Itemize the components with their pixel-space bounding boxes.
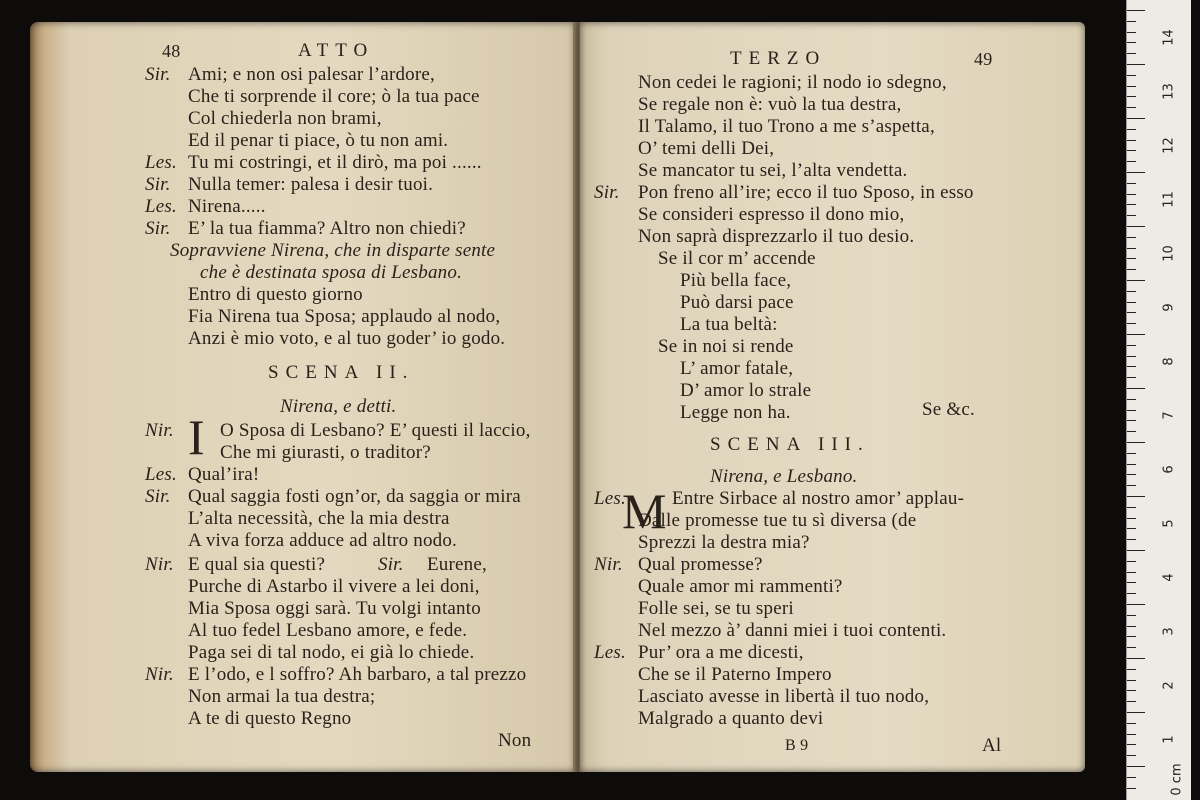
ruler-tick bbox=[1127, 755, 1136, 756]
verse-line: Qual’ira! bbox=[188, 464, 260, 485]
verse-line: SCENA III. bbox=[710, 434, 870, 455]
verse-line: Se consideri espresso il dono mio, bbox=[638, 204, 905, 225]
verse-line: Nel mezzo à’ danni miei i tuoi contenti. bbox=[638, 620, 947, 641]
running-head-right: TERZO bbox=[730, 48, 827, 69]
ruler-number: 6 bbox=[1161, 465, 1177, 474]
ruler-tick bbox=[1127, 539, 1136, 540]
ruler-tick bbox=[1127, 248, 1136, 249]
speaker-label: Nir. bbox=[145, 420, 174, 441]
ruler-tick bbox=[1127, 507, 1136, 508]
ruler-tick bbox=[1127, 496, 1145, 497]
ruler-tick bbox=[1127, 626, 1136, 627]
ruler-number: 1 bbox=[1161, 735, 1177, 744]
verse-line: Qual saggia fosti ogn’or, da saggia or mira bbox=[188, 486, 521, 507]
ruler-tick bbox=[1127, 204, 1136, 205]
verse-line: Se mancator tu sei, l’alta vendetta. bbox=[638, 160, 908, 181]
ruler-unit-label: 0 cm bbox=[1169, 763, 1185, 796]
ruler-tick bbox=[1127, 572, 1136, 573]
signature-mark: B 9 bbox=[785, 737, 809, 754]
ruler-tick bbox=[1127, 593, 1136, 594]
ruler-tick bbox=[1127, 464, 1136, 465]
ruler-number: 8 bbox=[1161, 357, 1177, 366]
ruler-tick bbox=[1127, 766, 1145, 767]
verse-line: Se in noi si rende bbox=[658, 336, 794, 357]
ruler-tick bbox=[1127, 64, 1145, 65]
speaker-label: Sir. bbox=[145, 218, 171, 239]
ruler-tick bbox=[1127, 129, 1136, 130]
running-head-left: ATTO bbox=[298, 40, 375, 61]
drop-cap-left: I bbox=[188, 409, 205, 465]
verse-line: Sopravviene Nirena, che in disparte sente bbox=[170, 240, 496, 261]
verse-line: Se il cor m’ accende bbox=[658, 248, 816, 269]
ruler-tick bbox=[1127, 356, 1136, 357]
verse-line: Entre Sirbace al nostro amor’ applau- bbox=[672, 488, 965, 509]
ruler-tick bbox=[1127, 118, 1145, 119]
ruler-tick bbox=[1127, 410, 1136, 411]
verse-line: Paga sei di tal nodo, ei già lo chiede. bbox=[188, 642, 475, 663]
verse-line: Dalle promesse tue tu sì diversa (de bbox=[638, 510, 917, 531]
left-page bbox=[30, 22, 575, 772]
ruler-tick bbox=[1127, 53, 1136, 54]
ruler-tick bbox=[1127, 312, 1136, 313]
verse-line: Qual promesse? bbox=[638, 554, 763, 575]
verse-line: Fia Nirena tua Sposa; applaudo al nodo, bbox=[188, 306, 501, 327]
verse-line: Sprezzi la destra mia? bbox=[638, 532, 810, 553]
ruler-number: 5 bbox=[1161, 519, 1177, 528]
page-number-left: 48 bbox=[162, 41, 181, 61]
verse-line: Entro di questo giorno bbox=[188, 284, 363, 305]
speaker-label: Nir. bbox=[594, 554, 623, 575]
ruler-tick bbox=[1127, 442, 1145, 443]
ruler-tick bbox=[1127, 453, 1136, 454]
verse-line: Più bella face, bbox=[680, 270, 792, 291]
ruler-tick bbox=[1127, 366, 1136, 367]
verse-line: Non cedei le ragioni; il nodo io sdegno, bbox=[638, 72, 947, 93]
ruler-tick bbox=[1127, 86, 1136, 87]
verse-line: Al tuo fedel Lesbano amore, e fede. bbox=[188, 620, 468, 641]
ruler-tick bbox=[1127, 550, 1145, 551]
ruler-tick bbox=[1127, 42, 1136, 43]
catchword-right: Al bbox=[982, 735, 1002, 756]
ruler-number: 7 bbox=[1161, 411, 1177, 420]
verse-line: A te di questo Regno bbox=[188, 708, 352, 729]
aria-end-marker: Se &c. bbox=[922, 399, 975, 420]
ruler-number: 2 bbox=[1161, 681, 1177, 690]
ruler-tick bbox=[1127, 777, 1136, 778]
verse-line: D’ amor lo strale bbox=[680, 380, 812, 401]
ruler-number: 3 bbox=[1161, 627, 1177, 636]
ruler-number: 12 bbox=[1161, 137, 1177, 154]
ruler-tick bbox=[1127, 582, 1136, 583]
ruler-number: 13 bbox=[1161, 83, 1177, 100]
ruler-tick bbox=[1127, 150, 1136, 151]
verse-line: Nirena..... bbox=[188, 196, 266, 217]
ruler-number: 10 bbox=[1161, 245, 1177, 262]
speaker-label: Les. bbox=[594, 642, 626, 663]
verse-line: Nirena, e detti. bbox=[280, 396, 397, 417]
verse-line: La tua beltà: bbox=[680, 314, 778, 335]
open-book bbox=[30, 22, 1090, 782]
verse-line: E’ la tua fiamma? Altro non chiedi? bbox=[188, 218, 466, 239]
verse-line: Non saprà disprezzarlo il tuo desio. bbox=[638, 226, 915, 247]
speaker-label: Nir. bbox=[145, 554, 174, 575]
ruler-number: 9 bbox=[1161, 303, 1177, 312]
ruler-tick bbox=[1127, 744, 1136, 745]
ruler-tick bbox=[1127, 323, 1136, 324]
page-number-right: 49 bbox=[974, 49, 993, 69]
ruler-tick bbox=[1127, 226, 1145, 227]
ruler-tick bbox=[1127, 388, 1145, 389]
ruler-tick bbox=[1127, 258, 1136, 259]
ruler-tick bbox=[1127, 528, 1136, 529]
ruler-tick bbox=[1127, 561, 1136, 562]
inline-speaker: Sir. bbox=[378, 554, 404, 575]
verse-line: Non armai la tua destra; bbox=[188, 686, 376, 707]
ruler-tick bbox=[1127, 215, 1136, 216]
verse-line: Che ti sorprende il core; ò la tua pace bbox=[188, 86, 480, 107]
ruler-tick bbox=[1127, 280, 1145, 281]
ruler-tick bbox=[1127, 669, 1136, 670]
verse-line: L’alta necessità, che la mia destra bbox=[188, 508, 450, 529]
ruler-tick bbox=[1127, 291, 1136, 292]
ruler-tick bbox=[1127, 107, 1136, 108]
ruler-tick bbox=[1127, 75, 1136, 76]
ruler-tick bbox=[1127, 701, 1136, 702]
speaker-label: Nir. bbox=[145, 664, 174, 685]
ruler-tick bbox=[1127, 485, 1136, 486]
ruler-tick bbox=[1127, 21, 1136, 22]
catchword-left: Non bbox=[498, 730, 532, 751]
speaker-label: Les. bbox=[145, 196, 177, 217]
verse-line: O Sposa di Lesbano? E’ questi il laccio, bbox=[220, 420, 531, 441]
speaker-label: Sir. bbox=[594, 182, 620, 203]
drop-cap-right: M bbox=[622, 483, 667, 539]
verse-line: Se regale non è: vuò la tua destra, bbox=[638, 94, 902, 115]
ruler-number: 14 bbox=[1161, 29, 1177, 46]
ruler-tick bbox=[1127, 712, 1145, 713]
verse-line: Che mi giurasti, o traditor? bbox=[220, 442, 431, 463]
ruler-tick bbox=[1127, 647, 1136, 648]
ruler-tick bbox=[1127, 788, 1136, 789]
ruler-tick bbox=[1127, 345, 1136, 346]
verse-line: Pur’ ora a me dicesti, bbox=[638, 642, 804, 663]
ruler-tick bbox=[1127, 32, 1136, 33]
ruler-tick bbox=[1127, 615, 1136, 616]
verse-line: Che se il Paterno Impero bbox=[638, 664, 832, 685]
speaker-label: Sir. bbox=[145, 64, 171, 85]
ruler-tick bbox=[1127, 723, 1136, 724]
speaker-label: Les. bbox=[594, 488, 626, 509]
inline-text: Eurene, bbox=[427, 554, 487, 575]
verse-line: Lasciato avesse in libertà il tuo nodo, bbox=[638, 686, 930, 707]
ruler-tick bbox=[1127, 140, 1136, 141]
ruler-tick bbox=[1127, 680, 1136, 681]
ruler-tick bbox=[1127, 377, 1136, 378]
ruler-tick bbox=[1127, 302, 1136, 303]
ruler-tick bbox=[1127, 269, 1136, 270]
verse-line: Pon freno all’ire; ecco il tuo Sposo, in esso bbox=[638, 182, 974, 203]
ruler-tick bbox=[1127, 183, 1136, 184]
verse-line: Mia Sposa oggi sarà. Tu volgi intanto bbox=[188, 598, 481, 619]
verse-line: O’ temi delli Dei, bbox=[638, 138, 775, 159]
ruler-tick bbox=[1127, 399, 1136, 400]
ruler-tick bbox=[1127, 636, 1136, 637]
verse-line: E qual sia questi? bbox=[188, 554, 326, 575]
verse-line: Nulla temer: palesa i desir tuoi. bbox=[188, 174, 434, 195]
ruler-tick bbox=[1127, 604, 1145, 605]
verse-line: SCENA II. bbox=[268, 362, 415, 383]
speaker-label: Sir. bbox=[145, 174, 171, 195]
verse-line: Ed il penar ti piace, ò tu non ami. bbox=[188, 130, 449, 151]
verse-line: E l’odo, e l soffro? Ah barbaro, a tal prezzo bbox=[188, 664, 527, 685]
verse-line: Nirena, e Lesbano. bbox=[710, 466, 858, 487]
verse-line: Quale amor mi rammenti? bbox=[638, 576, 843, 597]
ruler-tick bbox=[1127, 518, 1136, 519]
ruler-tick bbox=[1127, 194, 1136, 195]
verse-line: Anzi è mio voto, e al tuo goder’ io godo. bbox=[188, 328, 506, 349]
verse-line: Malgrado a quanto devi bbox=[638, 708, 824, 729]
verse-line: Col chiederla non brami, bbox=[188, 108, 382, 129]
ruler-tick bbox=[1127, 334, 1145, 335]
ruler-tick bbox=[1127, 690, 1136, 691]
ruler-tick bbox=[1127, 172, 1145, 173]
ruler-tick bbox=[1127, 474, 1136, 475]
ruler-tick bbox=[1127, 161, 1136, 162]
ruler-number: 11 bbox=[1161, 191, 1177, 208]
verse-line: che è destinata sposa di Lesbano. bbox=[200, 262, 463, 283]
ruler-tick bbox=[1127, 96, 1136, 97]
ruler-tick bbox=[1127, 420, 1136, 421]
verse-line: Può darsi pace bbox=[680, 292, 794, 313]
verse-line: Purche di Astarbo il vivere a lei doni, bbox=[188, 576, 480, 597]
verse-line: Legge non ha. bbox=[680, 402, 791, 423]
ruler-tick bbox=[1127, 431, 1136, 432]
speaker-label: Les. bbox=[145, 464, 177, 485]
verse-line: A viva forza adduce ad altro nodo. bbox=[188, 530, 458, 551]
speaker-label: Sir. bbox=[145, 486, 171, 507]
speaker-label: Les. bbox=[145, 152, 177, 173]
ruler-number: 4 bbox=[1161, 573, 1177, 582]
ruler-tick bbox=[1127, 658, 1145, 659]
ruler-tick bbox=[1127, 10, 1145, 11]
measuring-ruler bbox=[1126, 0, 1191, 800]
ruler-tick bbox=[1127, 734, 1136, 735]
ruler-tick bbox=[1127, 237, 1136, 238]
right-page bbox=[580, 22, 1085, 772]
verse-line: Ami; e non osi palesar l’ardore, bbox=[188, 64, 435, 85]
verse-line: L’ amor fatale, bbox=[680, 358, 794, 379]
verse-line: Il Talamo, il tuo Trono a me s’aspetta, bbox=[638, 116, 935, 137]
verse-line: Folle sei, se tu speri bbox=[638, 598, 794, 619]
verse-line: Tu mi costringi, et il dirò, ma poi ...... bbox=[188, 152, 482, 173]
